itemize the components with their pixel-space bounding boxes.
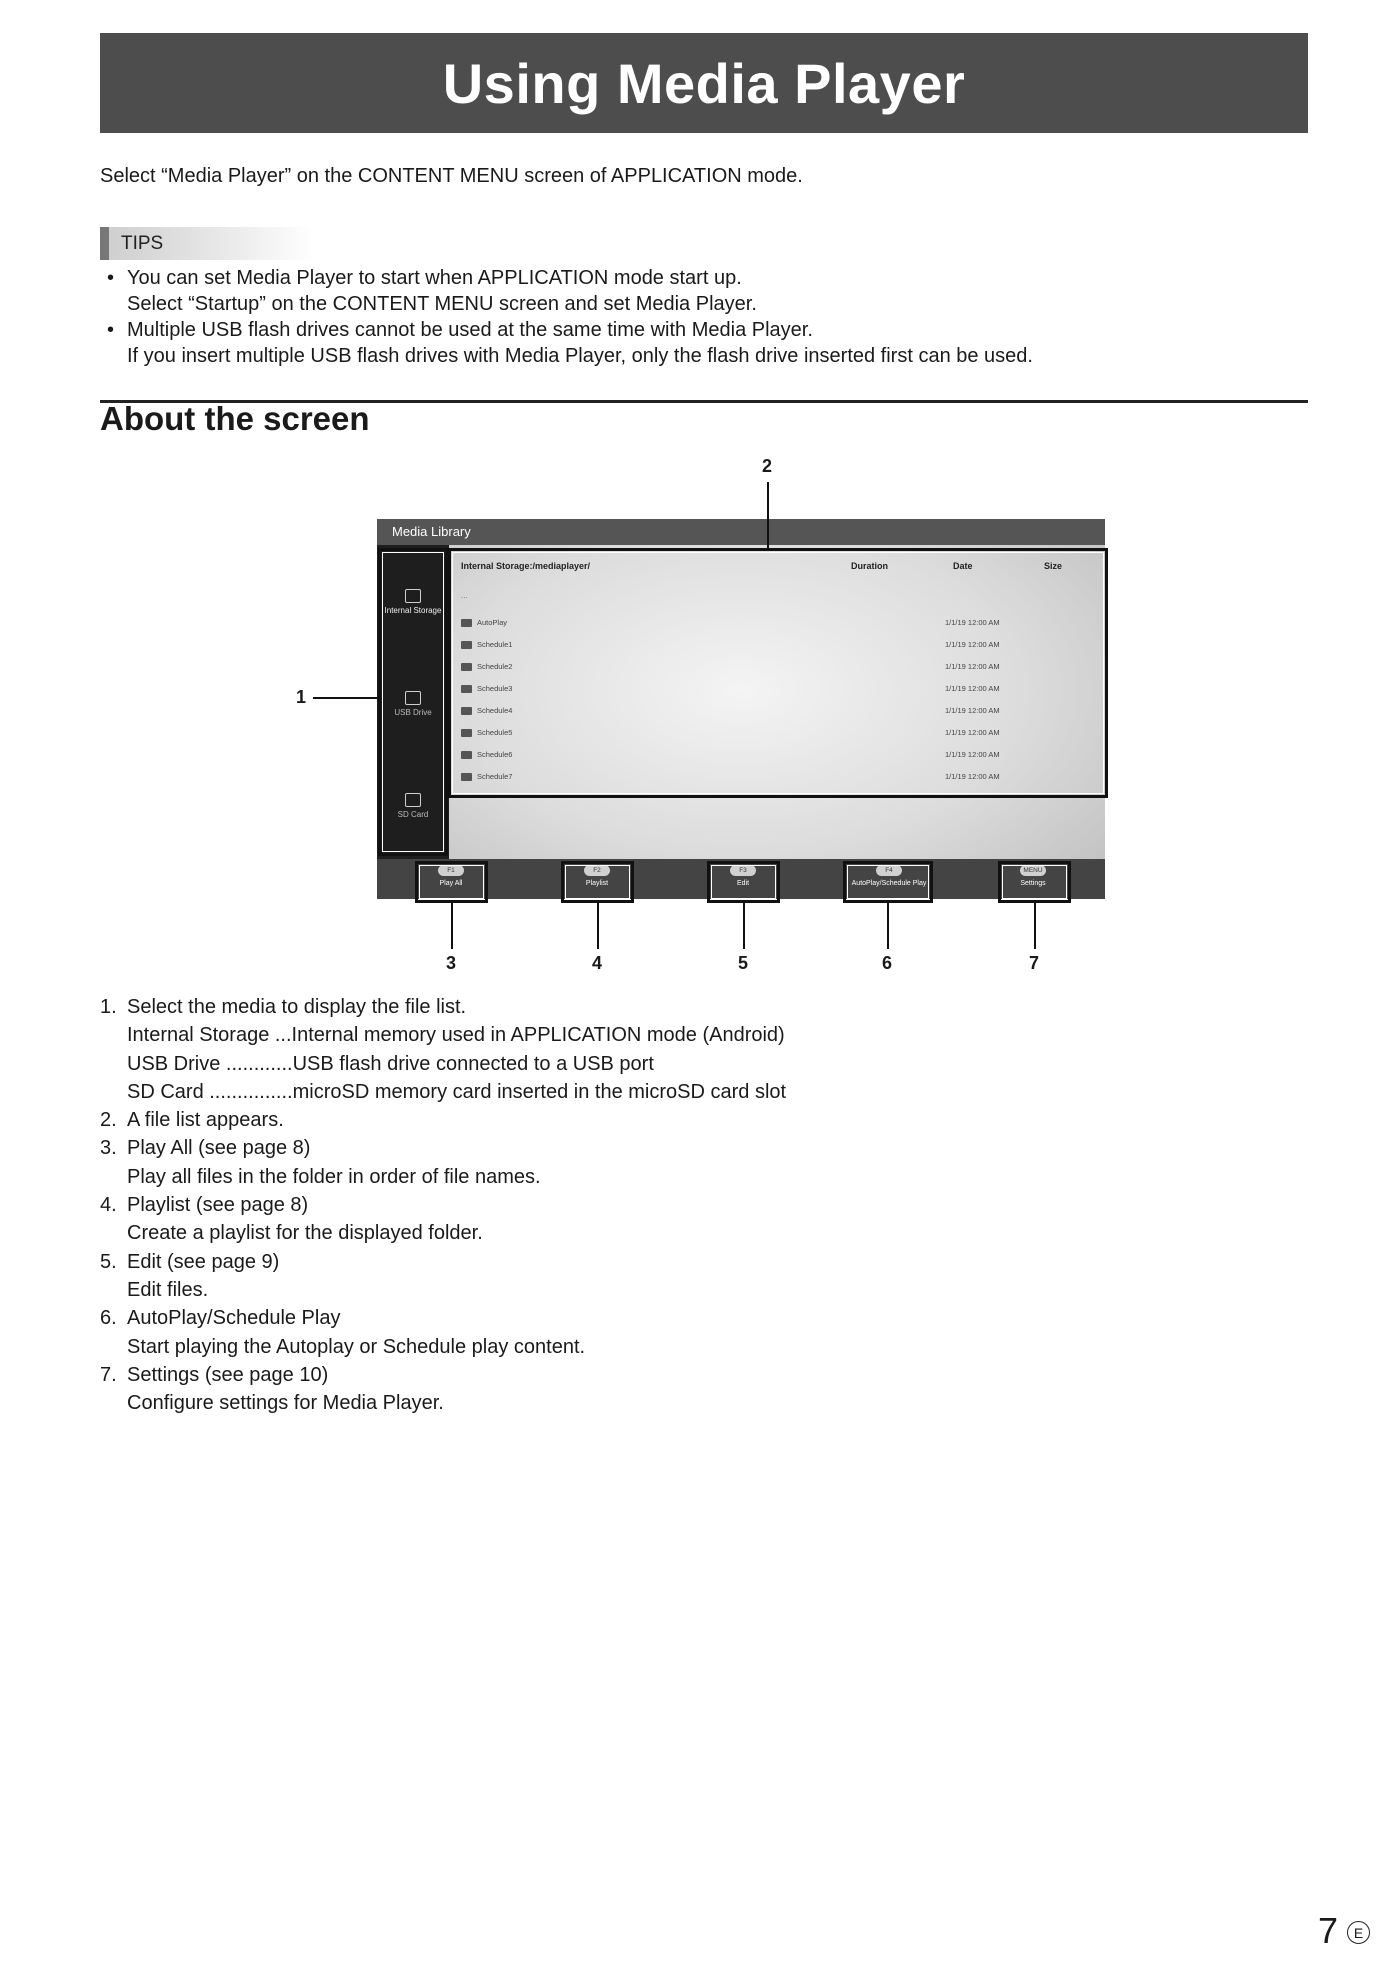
item-detail: Edit files. [127,1278,209,1301]
callout-7: 7 [1029,953,1040,973]
leader-line-4 [597,903,599,949]
parent-row[interactable]: ... [461,591,468,600]
key-label: Play All [439,880,463,887]
sub-line [127,1050,786,1078]
description-item [100,1248,786,1305]
file-name: Schedule3 [477,684,513,693]
key-cap: F4 [876,865,902,876]
leader-line-3 [451,903,453,949]
source-label: SD Card [397,810,429,819]
item-number: 3. [100,1137,117,1160]
item-title: Select the media to display the file list. [127,996,467,1018]
file-name: Schedule7 [477,772,513,781]
tips-label: TIPS [100,227,315,260]
callout-6: 6 [882,953,893,973]
column-date: Date [953,561,973,571]
key-label: Settings [1020,880,1046,887]
description-item [100,1304,786,1361]
item-title: A file list appears. [127,1109,284,1132]
item-detail: Play all files in the folder in order of file names. [127,1165,541,1188]
sub-line [127,1078,786,1106]
file-date: 1/1/19 12:00 AM [945,618,1000,627]
key-label: AutoPlay/Schedule Play [851,880,927,887]
file-name: Schedule2 [477,662,513,671]
callout-1: 1 [296,687,307,707]
leader-line-5 [743,903,745,949]
sub-term: USB Drive ............ [127,1052,293,1075]
item-title: AutoPlay/Schedule Play [127,1307,341,1330]
window-title: Media Library [392,524,471,539]
file-name: Schedule6 [477,750,513,759]
language-mark: E [1347,1921,1370,1944]
description-item [100,1134,786,1191]
callout-5: 5 [738,953,749,973]
bullet: • [107,319,115,341]
item-number: 4. [100,1194,117,1217]
item-title: Settings (see page 10) [127,1363,329,1386]
column-size: Size [1044,561,1063,571]
description-item [100,1106,786,1134]
path-header: Internal Storage:/mediaplayer/ [461,561,591,571]
file-date: 1/1/19 12:00 AM [945,684,1000,693]
key-label: Playlist [585,880,609,887]
file-date: 1/1/19 12:00 AM [945,640,1000,649]
source-label: USB Drive [394,708,432,717]
file-name: Schedule4 [477,706,513,715]
tip-line: Multiple USB flash drives cannot be used at the same time with Media Player. [127,319,813,341]
tip-line: You can set Media Player to start when APPLICATION mode start up. [127,267,742,289]
file-name: Schedule5 [477,728,513,737]
leader-line-6 [887,903,889,949]
sub-definition: Internal memory used in APPLICATION mode (Android) [291,1024,785,1047]
description-item [100,1361,786,1418]
callout-2: 2 [762,456,773,476]
tip-line: If you insert multiple USB flash drives with Media Player, only the flash drive inserted first can be used. [127,345,1033,367]
item-number: 1. [100,996,117,1018]
key-cap: F3 [730,865,756,876]
description-item [100,993,786,1106]
leader-line-7 [1034,903,1036,949]
description-item [100,1191,786,1248]
item-detail: Configure settings for Media Player. [127,1392,444,1415]
key-cap: MENU [1020,865,1046,876]
key-label: Edit [736,880,750,887]
tip-line: Select “Startup” on the CONTENT MENU screen and set Media Player. [127,293,757,315]
page-number: 7 [1318,1910,1339,1951]
title-bar [100,33,1308,133]
item-detail: Start playing the Autoplay or Schedule play content. [127,1335,586,1358]
tip-item [105,317,1033,369]
item-title: Play All (see page 8) [127,1137,311,1160]
tips-list [105,265,1033,369]
leader-line-2 [767,482,769,549]
window-titlebar [377,519,1105,545]
tip-item [105,265,1033,317]
file-date: 1/1/19 12:00 AM [945,772,1000,781]
item-number: 7. [100,1363,117,1386]
page-title: Using Media Player [442,51,966,115]
sub-term: Internal Storage ... [127,1024,292,1047]
file-date: 1/1/19 12:00 AM [945,662,1000,671]
highlight-7 [998,861,1071,903]
section-title: About the screen [100,400,370,437]
highlight-6 [843,861,933,903]
sub-line [127,1021,786,1049]
description-list [100,993,786,1417]
file-name: Schedule1 [477,640,513,649]
column-duration: Duration [851,561,888,571]
file-date: 1/1/19 12:00 AM [945,706,1000,715]
file-date: 1/1/19 12:00 AM [945,750,1000,759]
intro-text: Select “Media Player” on the CONTENT MENU screen of APPLICATION mode. [100,165,803,187]
item-title: Playlist (see page 8) [127,1194,309,1217]
highlight-1 [378,548,448,856]
callout-3: 3 [446,953,457,973]
sub-definition: USB flash drive connected to a USB port [292,1052,654,1075]
highlight-3 [415,861,488,903]
highlight-2 [448,548,1108,798]
item-title: Edit (see page 9) [127,1250,280,1273]
key-cap: F1 [438,865,464,876]
sub-definition: microSD memory card inserted in the microSD card slot [292,1080,787,1103]
highlight-5 [707,861,780,903]
callout-4: 4 [592,953,603,973]
leader-line-1 [313,697,379,699]
file-name: AutoPlay [477,618,508,627]
item-number: 2. [100,1109,117,1132]
item-number: 6. [100,1307,117,1330]
source-label: Internal Storage [384,606,442,615]
bullet: • [107,267,115,289]
highlight-4 [561,861,634,903]
item-number: 5. [100,1250,117,1273]
item-detail: Create a playlist for the displayed folder. [127,1222,483,1245]
sub-term: SD Card ............... [127,1080,293,1103]
key-cap: F2 [584,865,610,876]
file-date: 1/1/19 12:00 AM [945,728,1000,737]
